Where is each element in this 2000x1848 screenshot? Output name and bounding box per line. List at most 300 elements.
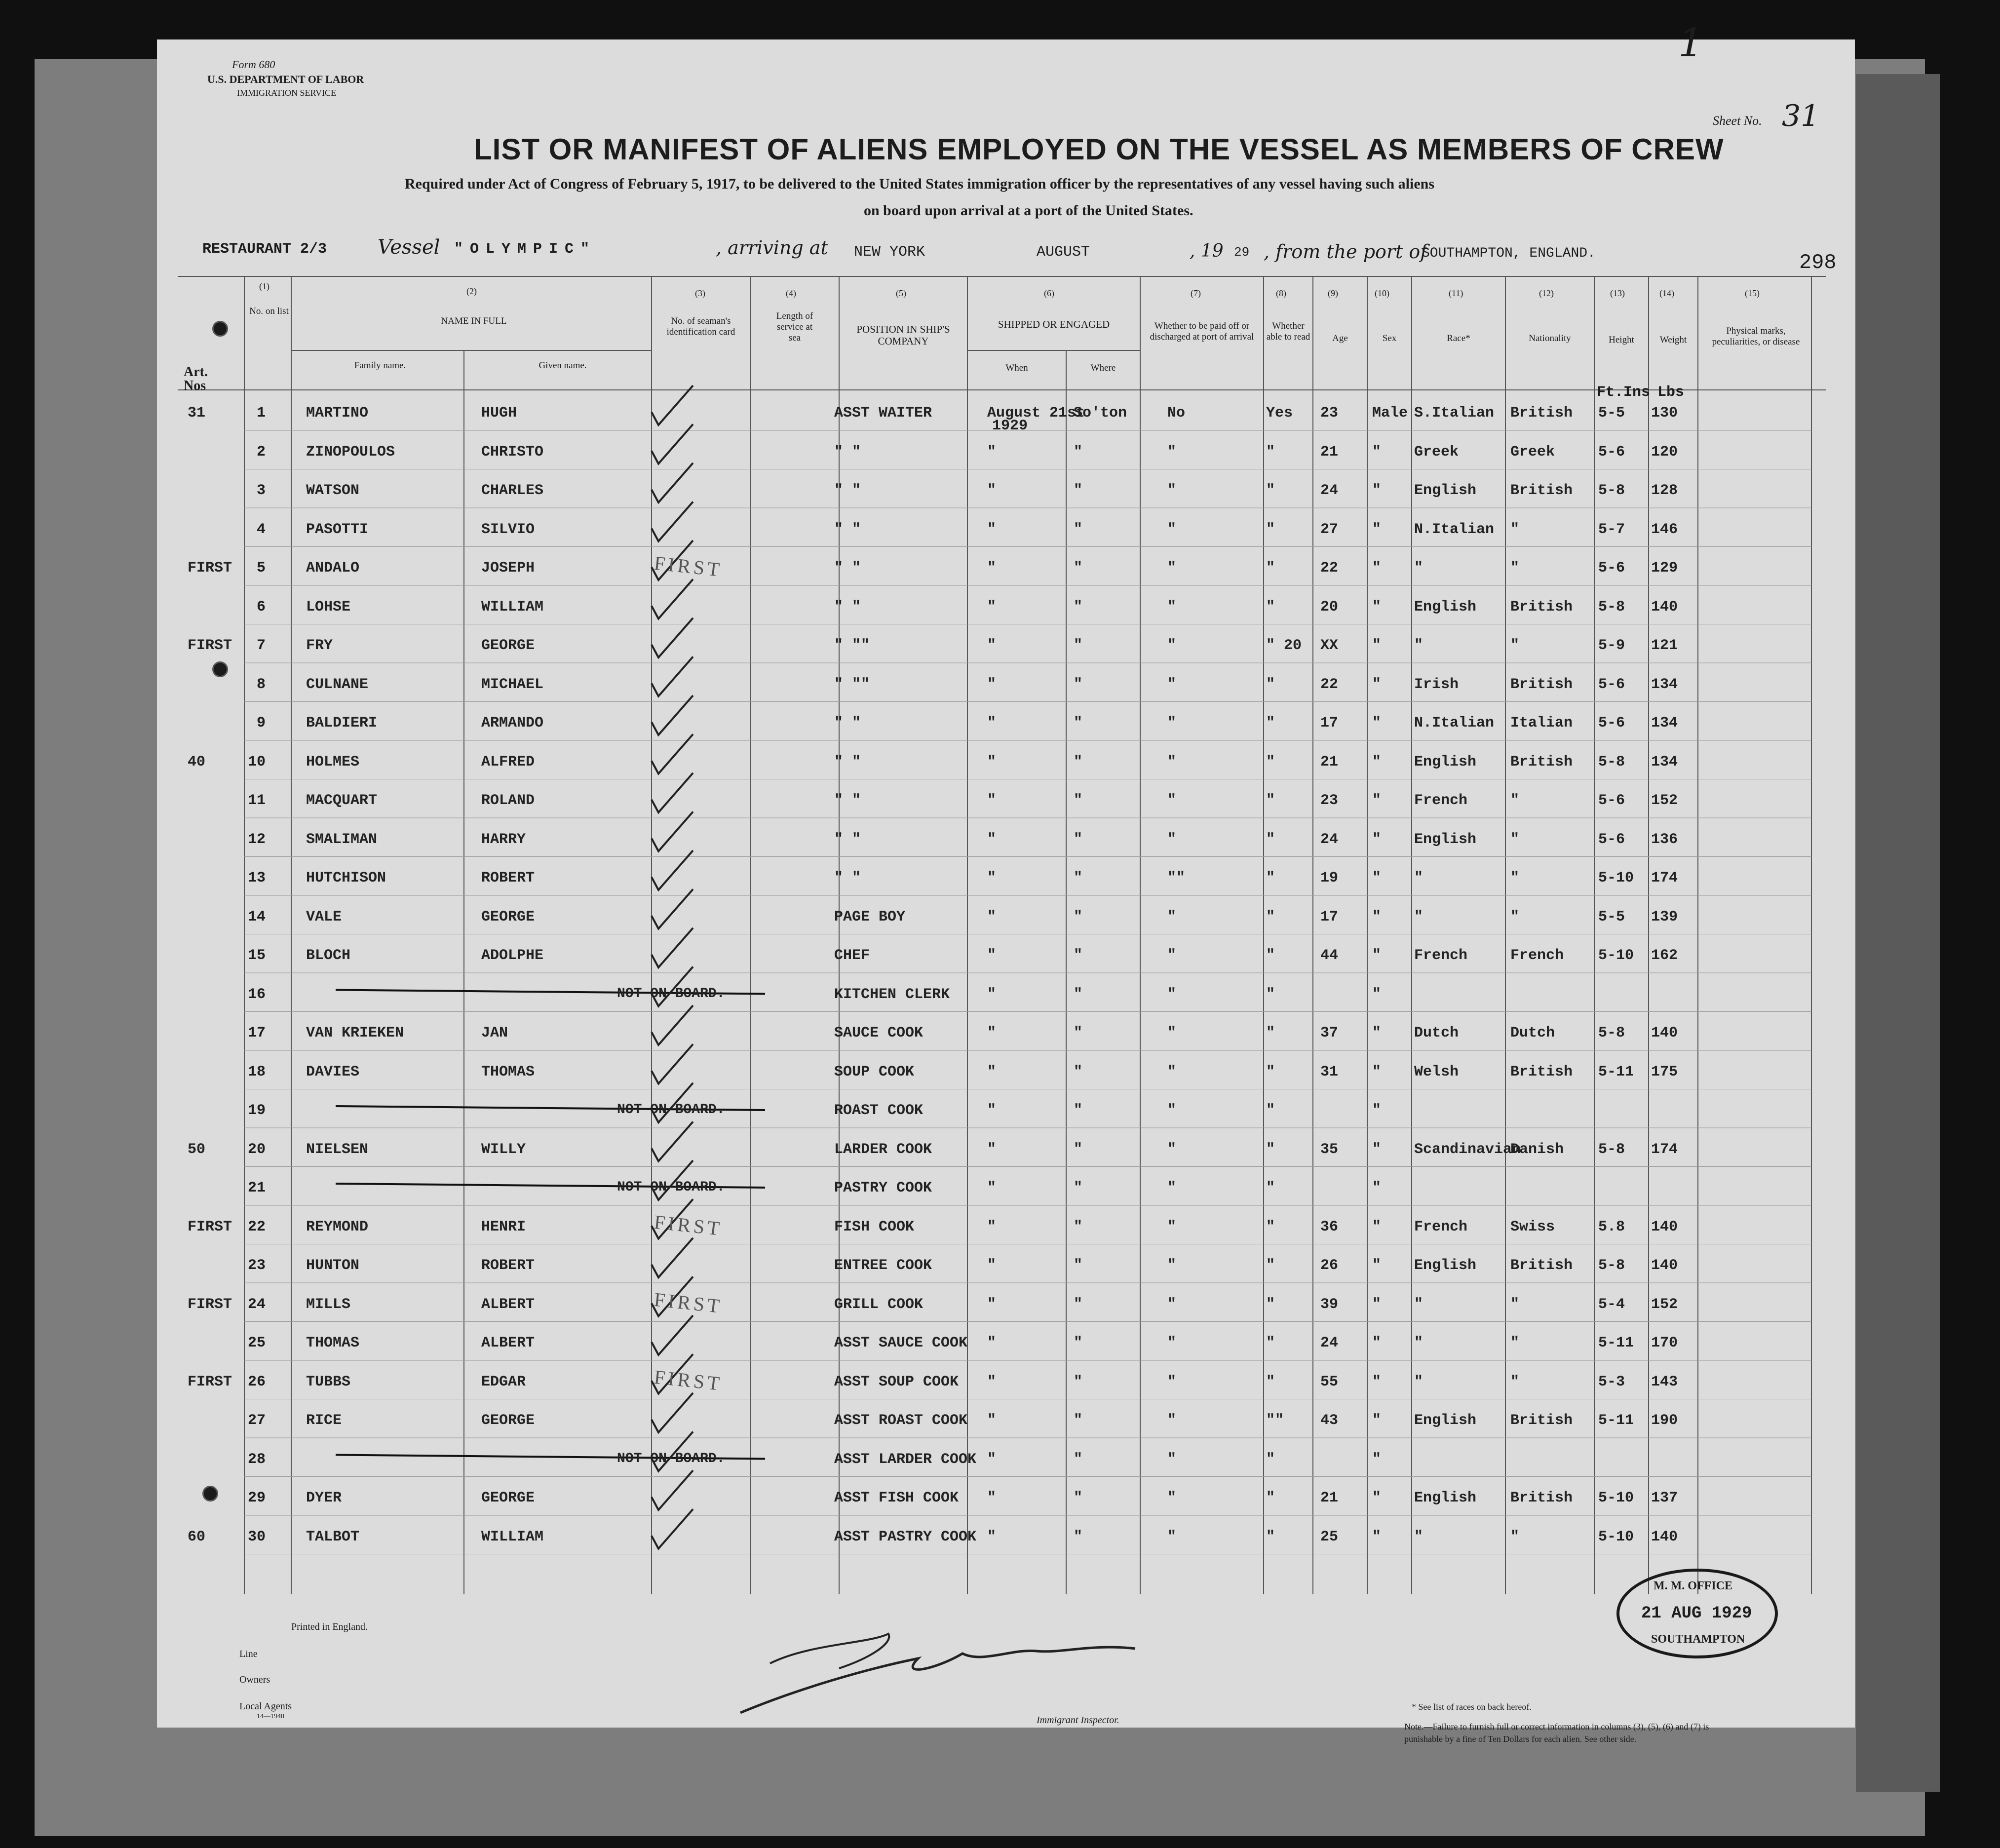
nationality: " [1510,831,1520,848]
col5-header: POSITION IN SHIP'S COMPANY [856,323,950,347]
shipped-where: " [1074,1490,1083,1506]
given-name: ROLAND [481,792,535,809]
shipped-year: 1929 [992,418,1028,434]
shipped-where: " [1074,1025,1083,1041]
able-to-read: " [1266,792,1275,809]
position: LARDER COOK [834,1141,932,1158]
position: " " [834,560,861,577]
sex: " [1372,753,1382,770]
not-on-board-note: NOT ON BOARD. [617,986,725,1001]
form-number: Form 680 [232,58,275,71]
family-name: BLOCH [306,947,351,964]
subtitle-line-1: Required under Act of Congress of February 5, 1917, to be delivered to the United States immigration officer by the representatives of any vessel having such aliens [405,176,1434,192]
agents-label: Local Agents [239,1701,292,1712]
position: ASST WAITER [834,405,932,422]
sex: " [1372,1063,1382,1080]
able-to-read: " [1266,1528,1275,1545]
weight: 140 [1651,1218,1678,1235]
weight: 121 [1651,637,1678,654]
position: ASST ROAST COOK [834,1412,968,1429]
art-cell: FIRST [188,637,232,654]
race: Welsh [1414,1063,1459,1080]
height: 5-11 [1598,1063,1634,1080]
col10-header: Sex [1382,333,1397,344]
row-number: 15 [247,947,266,964]
given-name: GEORGE [481,1412,535,1429]
shipped-where: " [1074,908,1083,925]
page-title: LIST OR MANIFEST OF ALIENS EMPLOYED ON THE VESSEL AS MEMBERS OF CREW [474,133,1724,166]
family-name: FRY [306,637,333,654]
sex: " [1372,986,1382,1003]
family-name: VALE [306,908,342,925]
family-name: ZINOPOULOS [306,443,395,461]
row-number: 18 [247,1063,266,1080]
col11-header: Race* [1447,333,1470,344]
height: 5-5 [1598,405,1625,422]
shipped-where: " [1074,637,1083,654]
paid-off: " [1167,908,1177,925]
family-name: ANDALO [306,560,360,577]
when-header: When [1005,363,1028,373]
height: 5-11 [1598,1412,1634,1429]
col5-num: (5) [896,288,906,298]
race-note: * See list of races on back hereof. [1412,1702,1532,1712]
age: 27 [1320,521,1339,538]
shipped-where: " [1074,443,1083,461]
age: 37 [1320,1025,1339,1041]
sex: " [1372,1335,1382,1351]
height: 5-8 [1598,598,1625,616]
race: English [1414,753,1477,770]
position: " " [834,598,861,616]
age: 44 [1320,947,1339,964]
position: ASST LARDER COOK [834,1451,977,1468]
given-name: JAN [481,1025,508,1041]
position: " " [834,482,861,499]
col15-header: Physical marks, peculiarities, or disease [1712,326,1800,347]
race: Irish [1414,676,1459,693]
col4-header: Length of service at sea [776,311,813,343]
sex: " [1372,1102,1382,1119]
able-to-read: " [1266,1063,1275,1080]
nationality: British [1510,1412,1573,1429]
shipped-when: " [987,947,997,964]
family-name: DAVIES [306,1063,360,1080]
nationality: " [1510,870,1520,886]
col2-header: NAME IN FULL [441,316,507,326]
paid-off: No [1167,405,1186,422]
family-name: HUTCHISON [306,870,386,886]
given-name: ARMANDO [481,715,544,732]
height: 5.8 [1598,1218,1625,1235]
paid-off: " [1167,1528,1177,1545]
shipped-where: " [1074,1218,1083,1235]
sex: " [1372,831,1382,848]
row-number: 23 [247,1257,266,1274]
paid-off: " [1167,443,1177,461]
height-unit: Ft.Ins [1597,384,1651,401]
able-to-read: " [1266,715,1275,732]
position: " "" [834,676,870,693]
position: SOUP COOK [834,1063,915,1080]
col12-num: (12) [1539,288,1554,298]
nationality: " [1510,1296,1520,1313]
given-name: HARRY [481,831,526,848]
race: French [1414,947,1468,964]
paid-off: " [1167,1451,1177,1468]
weight: 136 [1651,831,1678,848]
race: " [1414,560,1423,577]
first-class-stamp: FIRST [653,1365,724,1395]
race: S.Italian [1414,405,1495,422]
age: 21 [1320,443,1339,461]
family-name: HUNTON [306,1257,360,1274]
art-cell: 50 [188,1141,206,1158]
paid-off: " [1167,715,1177,732]
nationality: British [1510,598,1573,616]
sex: " [1372,560,1382,577]
row-number: 14 [247,908,266,925]
nationality: " [1510,1335,1520,1351]
weight: 134 [1651,715,1678,732]
age: 39 [1320,1296,1339,1313]
shipped-when: " [987,1412,997,1429]
weight: 140 [1651,1025,1678,1041]
nationality: Italian [1510,715,1573,732]
sex: " [1372,482,1382,499]
age: 20 [1320,598,1339,616]
col10-num: (10) [1375,288,1389,298]
able-to-read: " [1266,831,1275,848]
race: English [1414,1490,1477,1506]
race: French [1414,792,1468,809]
sex: " [1372,1218,1382,1235]
height: 5-10 [1598,947,1634,964]
race: Scandinavian [1414,1141,1521,1158]
col2-num: (2) [466,286,477,296]
subtitle-line-2: on board upon arrival at a port of the United States. [864,202,1193,219]
shipped-when: " [987,1373,997,1390]
corner-number: 1 [1678,20,1703,66]
col1-num: (1) [259,281,269,291]
shipped-when: " [987,1335,997,1351]
given-name: WILLY [481,1141,526,1158]
position: " " [834,870,861,886]
shipped-when: " [987,598,997,616]
height: 5-7 [1598,521,1625,538]
position: " " [834,753,861,770]
family-name: TUBBS [306,1373,351,1390]
col7-header: Whether to be paid off or discharged at port of arrival [1150,321,1254,342]
age: 21 [1320,1490,1339,1506]
col7-num: (7) [1191,288,1201,298]
col9-header: Age [1332,333,1348,344]
given-name: ALBERT [481,1296,535,1313]
position: SAUCE COOK [834,1025,923,1041]
age: 25 [1320,1528,1339,1545]
able-to-read: " [1266,908,1275,925]
given-name: GEORGE [481,637,535,654]
race: " [1414,870,1423,886]
col9-num: (9) [1328,288,1338,298]
row-number: 3 [256,482,266,499]
paid-off: " [1167,947,1177,964]
owners-label: Owners [239,1674,270,1685]
given-name-header: Given name. [538,360,587,371]
col8-num: (8) [1276,288,1286,298]
given-name: CHARLES [481,482,544,499]
sex: Male [1372,405,1408,422]
row-number: 5 [256,560,266,577]
paid-off: "" [1167,870,1186,886]
able-to-read: " [1266,1102,1275,1119]
row-number: 8 [256,676,266,693]
row-number: 4 [256,521,266,538]
row-number: 2 [256,443,266,461]
weight: 162 [1651,947,1678,964]
able-to-read: " [1266,1490,1275,1506]
shipped-when: " [987,637,997,654]
vessel-label: Vessel [378,236,440,259]
shipped-when: " [987,443,997,461]
nationality: " [1510,1528,1520,1545]
given-name: JOSEPH [481,560,535,577]
shipped-when: " [987,560,997,577]
nationality: Danish [1510,1141,1564,1158]
age: 22 [1320,676,1339,693]
paid-off: " [1167,1063,1177,1080]
weight: 174 [1651,1141,1678,1158]
shipped-where: " [1074,482,1083,499]
shipped-when: " [987,1141,997,1158]
signature [740,1647,1135,1713]
race: " [1414,908,1423,925]
position: PASTRY COOK [834,1180,932,1196]
position: GRILL COOK [834,1296,923,1313]
position: " " [834,715,861,732]
nationality: French [1510,947,1564,964]
shipped-where: So'ton [1074,405,1127,422]
height: 5-4 [1598,1296,1625,1313]
race: " [1414,637,1423,654]
weight: 140 [1651,1528,1678,1545]
given-name: ROBERT [481,870,535,886]
shipped-where: " [1074,1141,1083,1158]
department-label: U.S. DEPARTMENT OF LABOR [207,73,364,85]
age: 24 [1320,482,1339,499]
paid-off: " [1167,986,1177,1003]
row-number: 27 [247,1412,266,1429]
sex: " [1372,1373,1382,1390]
line-label: Line [239,1649,258,1659]
shipped-when: " [987,1296,997,1313]
stamp-date: 21 AUG 1929 [1641,1604,1752,1623]
race: Greek [1414,443,1459,461]
age: 35 [1320,1141,1339,1158]
able-to-read: " [1266,986,1275,1003]
vessel-name: "OLYMPIC" [454,241,597,258]
family-name: MILLS [306,1296,351,1313]
family-name: NIELSEN [306,1141,369,1158]
race: English [1414,482,1477,499]
nationality: British [1510,676,1573,693]
able-to-read: " [1266,1141,1275,1158]
shipped-when: " [987,1063,997,1080]
race: " [1414,1528,1423,1545]
given-name: THOMAS [481,1063,535,1080]
row-number: 22 [247,1218,266,1235]
row-number: 28 [247,1451,266,1468]
family-name: DYER [306,1490,342,1506]
weight: 134 [1651,676,1678,693]
row-number: 29 [247,1490,266,1506]
family-name: PASOTTI [306,521,369,538]
age: 23 [1320,405,1339,422]
paid-off: " [1167,1335,1177,1351]
weight: 137 [1651,1490,1678,1506]
sex: " [1372,676,1382,693]
race: English [1414,598,1477,616]
race: English [1414,831,1477,848]
shipped-where: " [1074,1257,1083,1274]
shipped-when: " [987,482,997,499]
col6-num: (6) [1044,288,1054,298]
shipped-where: " [1074,1412,1083,1429]
age: 36 [1320,1218,1339,1235]
paid-off: " [1167,1257,1177,1274]
shipped-when: " [987,676,997,693]
nationality: British [1510,482,1573,499]
position: FISH COOK [834,1218,915,1235]
given-name: ROBERT [481,1257,535,1274]
nationality: " [1510,1373,1520,1390]
able-to-read: " [1266,598,1275,616]
sex: " [1372,1451,1382,1468]
shipped-where: " [1074,870,1083,886]
shipped-where: " [1074,1451,1083,1468]
height: 5-6 [1598,560,1625,577]
sex: " [1372,947,1382,964]
row-number: 11 [247,792,266,809]
sheet-label: Sheet No. [1713,114,1762,128]
paid-off: " [1167,637,1177,654]
shipped-when: " [987,870,997,886]
paid-off: " [1167,676,1177,693]
nationality: " [1510,637,1520,654]
paid-off: " [1167,560,1177,577]
shipped-where: " [1074,1102,1083,1119]
age: XX [1320,637,1339,654]
sex: " [1372,1257,1382,1274]
weight: 143 [1651,1373,1678,1390]
sex: " [1372,598,1382,616]
sex: " [1372,1296,1382,1313]
height: 5-3 [1598,1373,1625,1390]
given-name: MICHAEL [481,676,544,693]
col15-num: (15) [1745,288,1760,298]
row-number: 13 [247,870,266,886]
given-name: HUGH [481,405,517,422]
shipped-where: " [1074,1373,1083,1390]
weight: 134 [1651,753,1678,770]
shipped-when: " [987,1102,997,1119]
given-name: WILLIAM [481,598,544,616]
shipped-where: " [1074,1335,1083,1351]
height: 5-8 [1598,753,1625,770]
weight: 190 [1651,1412,1678,1429]
family-name: LOHSE [306,598,351,616]
given-name: WILLIAM [481,1528,544,1545]
page-number: 298 [1799,251,1837,274]
row-number: 12 [247,831,266,848]
row-number: 26 [247,1373,266,1390]
race: N.Italian [1414,521,1495,538]
race: English [1414,1257,1477,1274]
able-to-read: " [1266,870,1275,886]
first-class-stamp: FIRST [653,1288,724,1317]
weight: 129 [1651,560,1678,577]
art-cell: FIRST [188,1218,232,1235]
able-to-read: " [1266,676,1275,693]
given-name: SILVIO [481,521,535,538]
able-to-read: " [1266,1296,1275,1313]
paid-off: " [1167,1102,1177,1119]
art-nos-label: Art. Nos [184,364,208,393]
weight: 175 [1651,1063,1678,1080]
position: CHEF [834,947,870,964]
col13-header: Height [1609,335,1634,345]
row-number: 25 [247,1335,266,1351]
nationality: Greek [1510,443,1555,461]
nationality: British [1510,1257,1573,1274]
height: 5-6 [1598,831,1625,848]
col3-header: No. of seaman's identification card [666,316,735,337]
row-number: 7 [256,637,266,654]
given-name: GEORGE [481,908,535,925]
shipped-when: " [987,1257,997,1274]
able-to-read: " [1266,1180,1275,1196]
position: PAGE BOY [834,908,906,925]
height: 5-8 [1598,1141,1625,1158]
shipped-where: " [1074,521,1083,538]
height: 5-6 [1598,792,1625,809]
row-number: 17 [247,1025,266,1041]
able-to-read: " [1266,1335,1275,1351]
not-on-board-note: NOT ON BOARD. [617,1451,725,1466]
age: 55 [1320,1373,1339,1390]
first-class-stamp: FIRST [653,551,724,581]
nationality: Swiss [1510,1218,1555,1235]
weight: 130 [1651,405,1678,422]
shipped-where: " [1074,560,1083,577]
height: 5-11 [1598,1335,1634,1351]
from-label: , from the port of [1264,241,1427,263]
sex: " [1372,715,1382,732]
position: ASST PASTRY COOK [834,1528,977,1545]
paid-off: " [1167,1296,1177,1313]
col6-header: SHIPPED OR ENGAGED [998,318,1110,330]
family-name: THOMAS [306,1335,360,1351]
shipped-when: " [987,1490,997,1506]
department-name: RESTAURANT 2/3 [202,241,327,258]
race: " [1414,1296,1423,1313]
sex: " [1372,1412,1382,1429]
able-to-read: " [1266,947,1275,964]
height: 5-6 [1598,715,1625,732]
height: 5-8 [1598,482,1625,499]
family-name: WATSON [306,482,360,499]
row-number: 10 [247,753,266,770]
